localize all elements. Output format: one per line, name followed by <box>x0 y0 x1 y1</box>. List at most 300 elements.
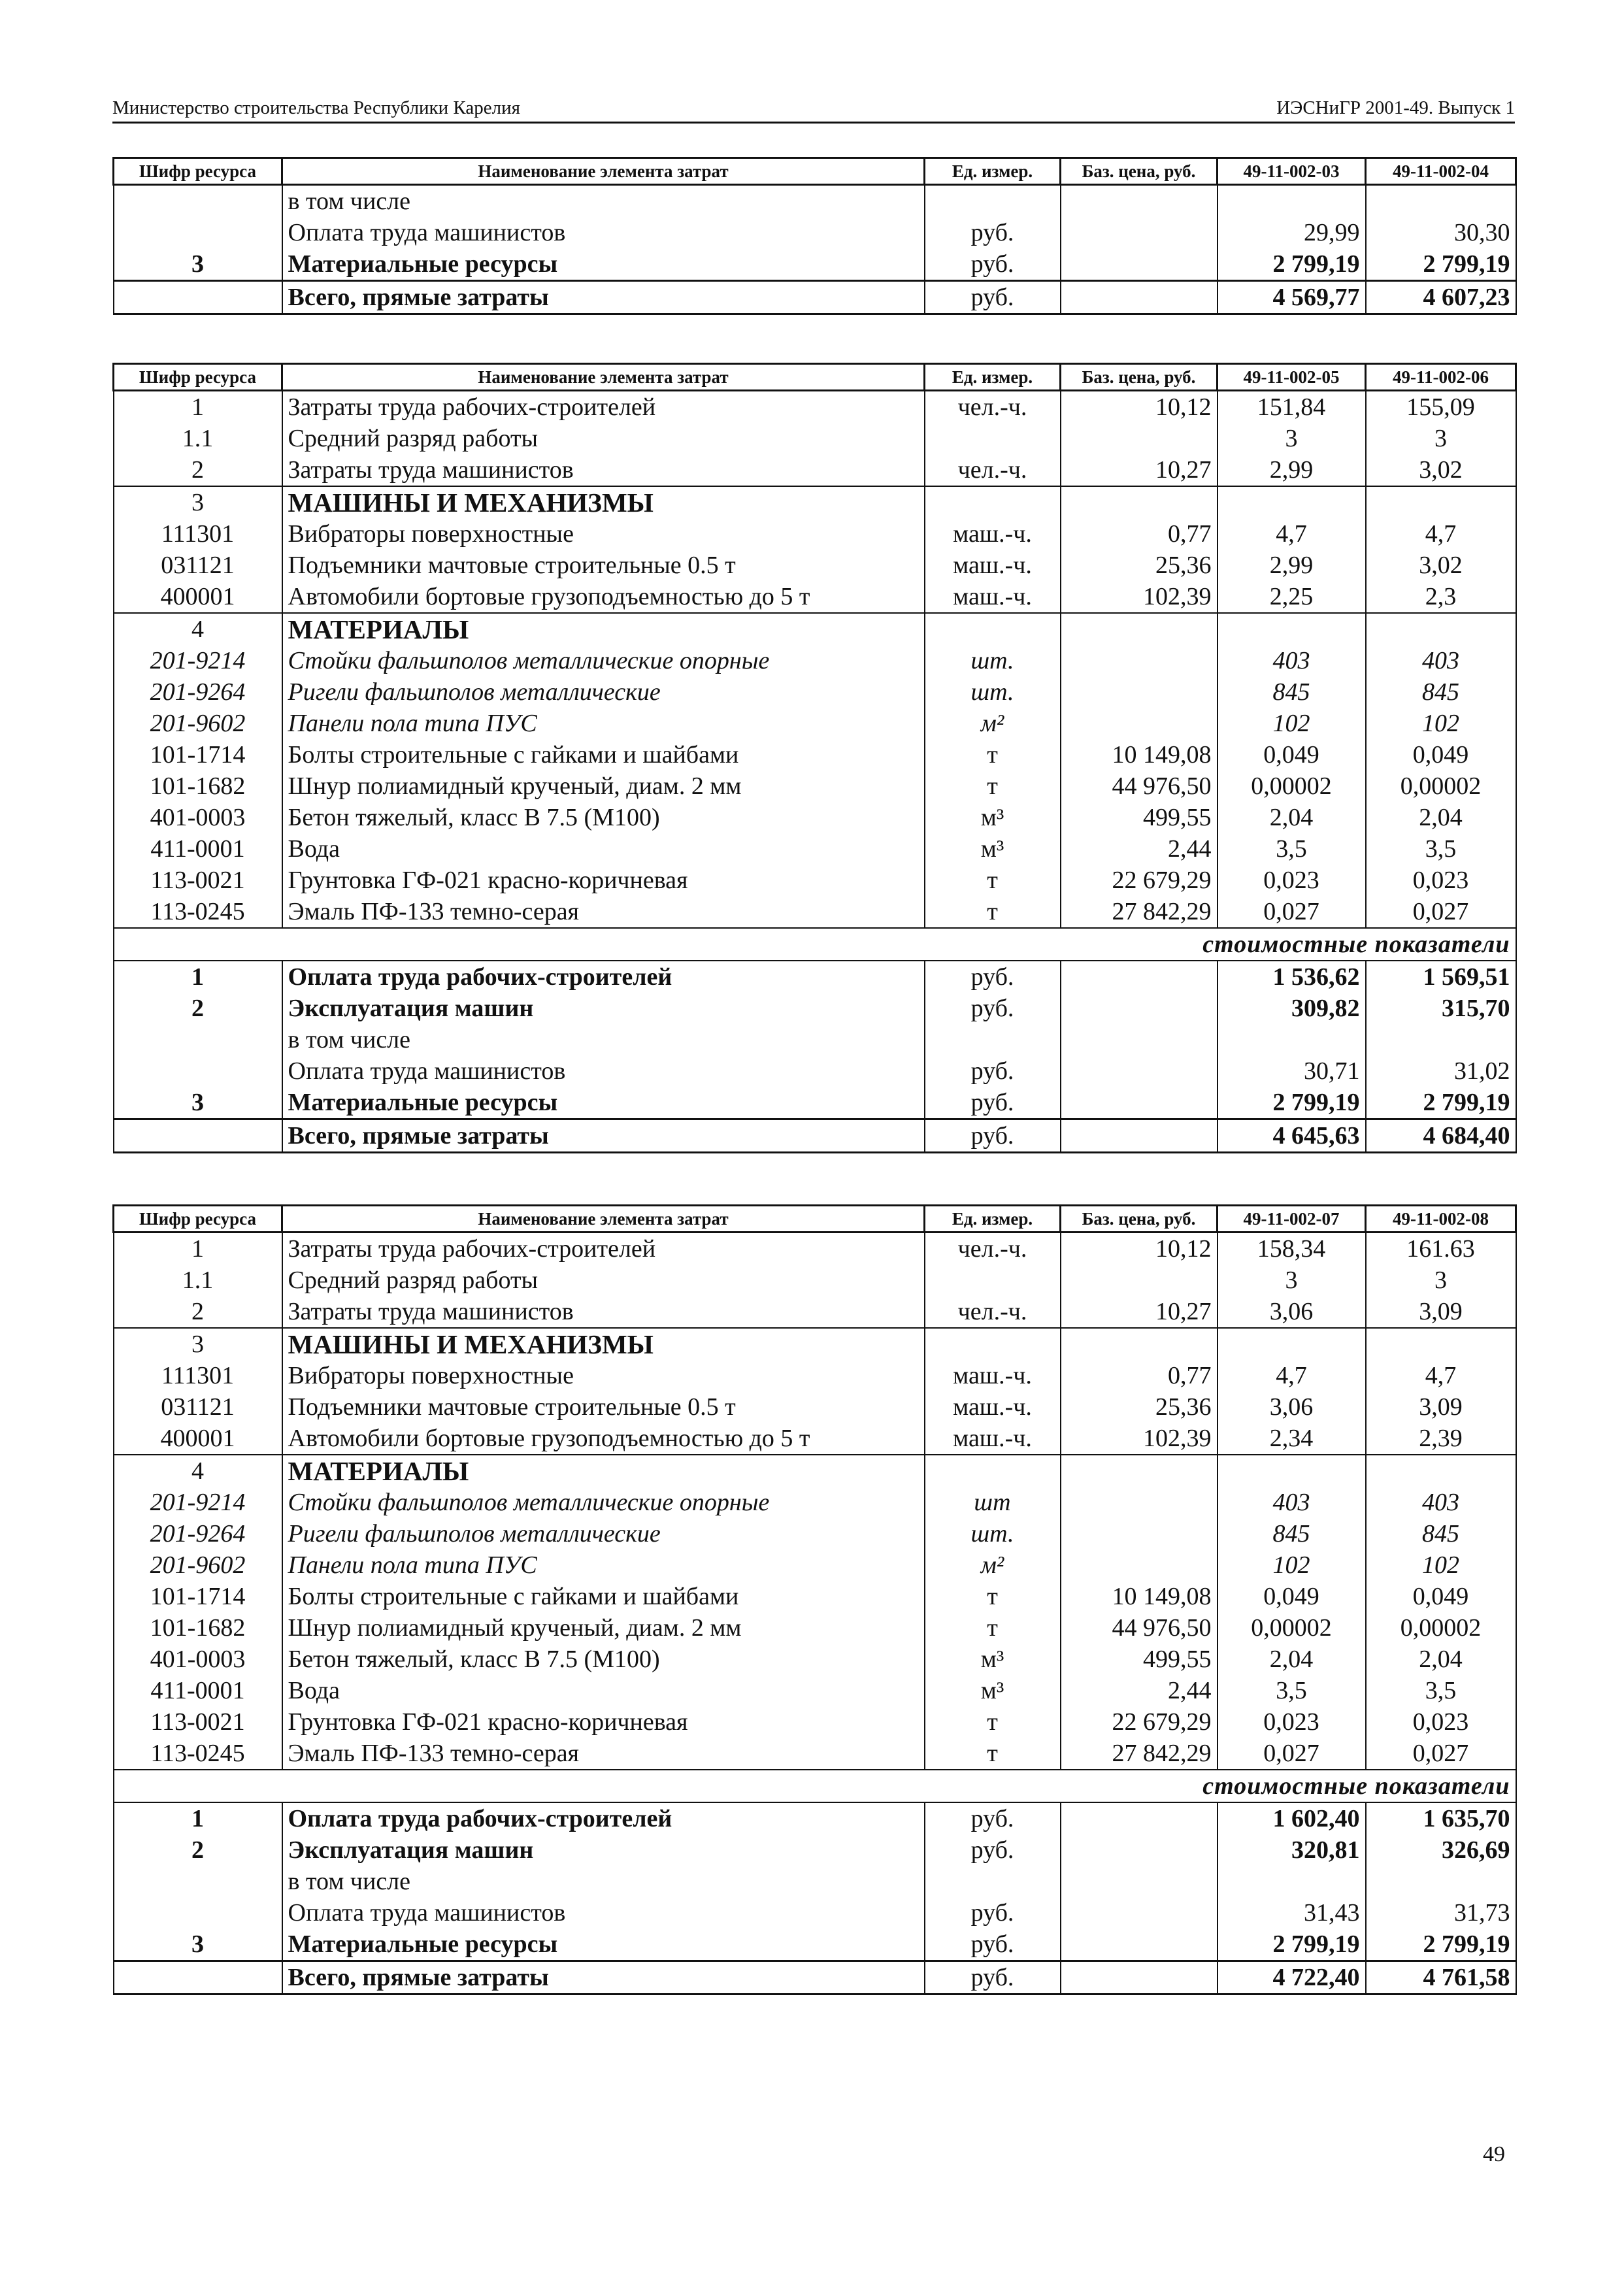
row-code: 111301 <box>114 518 282 550</box>
row-value-a: 102 <box>1218 1549 1366 1581</box>
row-name: Подъемники мачтовые строительные 0.5 т <box>282 1391 925 1423</box>
row-value-a: 2,04 <box>1218 802 1366 833</box>
row-unit: шт. <box>925 676 1061 708</box>
row-name: Болты строительные с гайками и шайбами <box>282 1581 925 1612</box>
row-name: Вибраторы поверхностные <box>282 518 925 550</box>
table-row <box>114 1423 1516 1455</box>
table-row-total <box>114 1961 1516 1994</box>
table-header-row <box>114 364 1516 391</box>
row-unit: руб. <box>925 1802 1061 1834</box>
row-value-a: 2,99 <box>1218 454 1366 486</box>
row-code: 1 <box>114 1802 282 1834</box>
row-code: 3 <box>114 486 282 518</box>
row-value-a: 30,71 <box>1218 1055 1366 1087</box>
table-row <box>114 1233 1516 1265</box>
table-row <box>114 1897 1516 1928</box>
row-unit: шт <box>925 1487 1061 1518</box>
row-value-b: 3,02 <box>1366 550 1516 581</box>
row-value-a: 2 799,19 <box>1218 248 1366 281</box>
row-price: 10,27 <box>1061 1296 1218 1328</box>
row-value-b: 326,69 <box>1366 1834 1516 1866</box>
row-value-a: 2,04 <box>1218 1644 1366 1675</box>
row-code: 400001 <box>114 581 282 613</box>
row-name: Материальные ресурсы <box>282 1087 925 1119</box>
row-unit: чел.-ч. <box>925 1296 1061 1328</box>
row-unit: руб. <box>925 993 1061 1024</box>
row-value-a: 3,5 <box>1218 1675 1366 1706</box>
table-row-total <box>114 1119 1516 1153</box>
row-unit: маш.-ч. <box>925 518 1061 550</box>
row-value-b: 0,023 <box>1366 865 1516 896</box>
col-header-name: Наименование элемента затрат <box>282 158 925 185</box>
table-row <box>114 802 1516 833</box>
row-code: 3 <box>114 1087 282 1119</box>
row-unit: маш.-ч. <box>925 550 1061 581</box>
row-unit: маш.-ч. <box>925 1391 1061 1423</box>
row-price: 10 149,08 <box>1061 739 1218 770</box>
table-row <box>114 770 1516 802</box>
row-value-b: 31,02 <box>1366 1055 1516 1087</box>
row-price: 102,39 <box>1061 581 1218 613</box>
indicators-row <box>114 928 1516 961</box>
table-row <box>114 676 1516 708</box>
row-value-a: 4,7 <box>1218 1360 1366 1391</box>
section-row <box>114 486 1516 518</box>
row-price: 102,39 <box>1061 1423 1218 1455</box>
row-price: 0,77 <box>1061 518 1218 550</box>
row-value-a: 3 <box>1218 423 1366 454</box>
row-value-a: 403 <box>1218 1487 1366 1518</box>
row-name: Всего, прямые затраты <box>282 281 925 314</box>
row-value-a: 2 799,19 <box>1218 1928 1366 1961</box>
row-unit: чел.-ч. <box>925 391 1061 423</box>
row-value-a: 29,99 <box>1218 217 1366 248</box>
table-row <box>114 1928 1516 1961</box>
row-unit: т <box>925 739 1061 770</box>
row-value-b: 2 799,19 <box>1366 1928 1516 1961</box>
row-name: Затраты труда машинистов <box>282 1296 925 1328</box>
col-header-code: Шифр ресурса <box>114 158 282 185</box>
table-row <box>114 993 1516 1024</box>
estimate-table-05-06 <box>112 363 1517 1153</box>
row-value-b: 0,027 <box>1366 896 1516 928</box>
row-price: 2,44 <box>1061 1675 1218 1706</box>
row-name: Оплата труда машинистов <box>282 1055 925 1087</box>
row-value-b: 3,02 <box>1366 454 1516 486</box>
row-value-b: 2,04 <box>1366 1644 1516 1675</box>
row-price: 10,27 <box>1061 454 1218 486</box>
row-value-b: 403 <box>1366 1487 1516 1518</box>
row-unit: т <box>925 865 1061 896</box>
row-name: Бетон тяжелый, класс В 7.5 (М100) <box>282 1644 925 1675</box>
row-code: 201-9264 <box>114 1518 282 1549</box>
table-row <box>114 1612 1516 1644</box>
row-unit: м³ <box>925 833 1061 865</box>
row-unit: т <box>925 1612 1061 1644</box>
row-price: 10 149,08 <box>1061 1581 1218 1612</box>
row-unit: т <box>925 1706 1061 1738</box>
table-row <box>114 1487 1516 1518</box>
row-code: 2 <box>114 993 282 1024</box>
table-row <box>114 961 1516 993</box>
row-code: 113-0021 <box>114 865 282 896</box>
table-row <box>114 1360 1516 1391</box>
row-value-a: 0,027 <box>1218 896 1366 928</box>
row-code: 411-0001 <box>114 1675 282 1706</box>
row-price: 10,12 <box>1061 1233 1218 1265</box>
row-code: 1.1 <box>114 423 282 454</box>
row-code: 1 <box>114 1233 282 1265</box>
section-title: МАШИНЫ И МЕХАНИЗМЫ <box>282 486 925 518</box>
row-price: 44 976,50 <box>1061 770 1218 802</box>
row-unit: м³ <box>925 802 1061 833</box>
row-value-b: 4 684,40 <box>1366 1119 1516 1153</box>
row-value-b: 155,09 <box>1366 391 1516 423</box>
row-value-a: 403 <box>1218 645 1366 676</box>
table-row <box>114 1518 1516 1549</box>
row-value-b: 3 <box>1366 1265 1516 1296</box>
row-unit: чел.-ч. <box>925 1233 1061 1265</box>
row-unit: маш.-ч. <box>925 581 1061 613</box>
col-header-b: 49-11-002-08 <box>1366 1206 1516 1233</box>
col-header-price: Баз. цена, руб. <box>1061 364 1218 391</box>
table-row <box>114 248 1516 281</box>
row-name: Оплата труда машинистов <box>282 1897 925 1928</box>
cost-indicators-label: стоимостные показатели <box>114 1770 1516 1802</box>
row-name: Затраты труда машинистов <box>282 454 925 486</box>
row-name: Затраты труда рабочих-строителей <box>282 391 925 423</box>
table-header-row <box>114 158 1516 185</box>
col-header-code: Шифр ресурса <box>114 1206 282 1233</box>
row-value-b: 2,04 <box>1366 802 1516 833</box>
row-code: 201-9214 <box>114 645 282 676</box>
row-unit: т <box>925 896 1061 928</box>
table-row <box>114 1706 1516 1738</box>
section-row <box>114 1455 1516 1487</box>
row-code: 201-9264 <box>114 676 282 708</box>
col-header-a: 49-11-002-07 <box>1218 1206 1366 1233</box>
row-name: Вибраторы поверхностные <box>282 1360 925 1391</box>
row-value-b: 0,049 <box>1366 739 1516 770</box>
ministry-name: Министерство строительства Республики Карелия <box>112 97 520 118</box>
col-header-name: Наименование элемента затрат <box>282 1206 925 1233</box>
row-price: 22 679,29 <box>1061 1706 1218 1738</box>
row-price: 25,36 <box>1061 1391 1218 1423</box>
row-value-b: 3,5 <box>1366 833 1516 865</box>
row-name: Оплата труда рабочих-строителей <box>282 961 925 993</box>
row-code: 4 <box>114 613 282 645</box>
row-name: Шнур полиамидный крученый, диам. 2 мм <box>282 1612 925 1644</box>
row-code: 1.1 <box>114 1265 282 1296</box>
row-value-a: 4 645,63 <box>1218 1119 1366 1153</box>
table-row <box>114 1644 1516 1675</box>
row-price: 499,55 <box>1061 802 1218 833</box>
row-value-b: 30,30 <box>1366 217 1516 248</box>
row-value-a: 0,00002 <box>1218 770 1366 802</box>
row-unit: маш.-ч. <box>925 1360 1061 1391</box>
row-value-a: 0,027 <box>1218 1738 1366 1770</box>
row-value-b: 3,09 <box>1366 1296 1516 1328</box>
row-code: 1 <box>114 391 282 423</box>
row-name: Грунтовка ГФ-021 красно-коричневая <box>282 1706 925 1738</box>
row-value-a: 0,049 <box>1218 1581 1366 1612</box>
row-name: Ригели фальшполов металлические <box>282 1518 925 1549</box>
row-value-b: 4 761,58 <box>1366 1961 1516 1994</box>
row-name: Всего, прямые затраты <box>282 1119 925 1153</box>
row-value-a: 3,5 <box>1218 833 1366 865</box>
row-value-b: 0,023 <box>1366 1706 1516 1738</box>
col-header-code: Шифр ресурса <box>114 364 282 391</box>
row-code: 411-0001 <box>114 833 282 865</box>
table-row <box>114 865 1516 896</box>
row-value-b: 161.63 <box>1366 1233 1516 1265</box>
row-unit: чел.-ч. <box>925 454 1061 486</box>
table-row <box>114 1087 1516 1119</box>
row-value-b: 315,70 <box>1366 993 1516 1024</box>
table-row <box>114 1581 1516 1612</box>
row-name: Материальные ресурсы <box>282 1928 925 1961</box>
row-value-b: 4 607,23 <box>1366 281 1516 314</box>
row-value-b: 403 <box>1366 645 1516 676</box>
row-name: Эмаль ПФ-133 темно-серая <box>282 896 925 928</box>
table-row <box>114 1738 1516 1770</box>
row-unit: руб. <box>925 1119 1061 1153</box>
row-unit: т <box>925 1738 1061 1770</box>
row-value-b: 2,3 <box>1366 581 1516 613</box>
page-header <box>112 91 1515 124</box>
row-unit: т <box>925 1581 1061 1612</box>
row-code: 201-9602 <box>114 1549 282 1581</box>
row-unit: м² <box>925 708 1061 739</box>
row-name: Затраты труда рабочих-строителей <box>282 1233 925 1265</box>
row-price: 499,55 <box>1061 1644 1218 1675</box>
row-code: 101-1682 <box>114 1612 282 1644</box>
row-price: 10,12 <box>1061 391 1218 423</box>
table-row-total <box>114 281 1516 314</box>
row-value-b: 2,39 <box>1366 1423 1516 1455</box>
row-price: 44 976,50 <box>1061 1612 1218 1644</box>
table-row <box>114 1549 1516 1581</box>
col-header-price: Баз. цена, руб. <box>1061 1206 1218 1233</box>
col-header-a: 49-11-002-03 <box>1218 158 1366 185</box>
row-value-a: 2,34 <box>1218 1423 1366 1455</box>
row-code: 113-0245 <box>114 1738 282 1770</box>
row-price: 25,36 <box>1061 550 1218 581</box>
row-code: 400001 <box>114 1423 282 1455</box>
row-price: 27 842,29 <box>1061 1738 1218 1770</box>
row-value-a: 845 <box>1218 1518 1366 1549</box>
row-unit: шт. <box>925 645 1061 676</box>
row-name: Эксплуатация машин <box>282 993 925 1024</box>
row-unit: руб. <box>925 248 1061 281</box>
row-code: 113-0245 <box>114 896 282 928</box>
row-price: 22 679,29 <box>1061 865 1218 896</box>
table-row <box>114 391 1516 423</box>
row-value-b: 102 <box>1366 1549 1516 1581</box>
row-name: Панели пола типа ПУС <box>282 708 925 739</box>
row-name: Болты строительные с гайками и шайбами <box>282 739 925 770</box>
col-header-unit: Ед. измер. <box>925 158 1061 185</box>
row-value-a: 1 602,40 <box>1218 1802 1366 1834</box>
row-value-a: 4 722,40 <box>1218 1961 1366 1994</box>
row-value-b: 1 635,70 <box>1366 1802 1516 1834</box>
row-code: 2 <box>114 1296 282 1328</box>
row-unit: руб. <box>925 1834 1061 1866</box>
table-header-row <box>114 1206 1516 1233</box>
row-name: Эксплуатация машин <box>282 1834 925 1866</box>
row-name: Эмаль ПФ-133 темно-серая <box>282 1738 925 1770</box>
row-value-a: 0,023 <box>1218 865 1366 896</box>
col-header-name: Наименование элемента затрат <box>282 364 925 391</box>
row-value-a: 31,43 <box>1218 1897 1366 1928</box>
row-value-a: 158,34 <box>1218 1233 1366 1265</box>
row-value-a: 151,84 <box>1218 391 1366 423</box>
row-code: 101-1714 <box>114 739 282 770</box>
row-unit: руб. <box>925 961 1061 993</box>
row-unit: руб. <box>925 281 1061 314</box>
row-unit: руб. <box>925 1087 1061 1119</box>
row-value-b: 3,09 <box>1366 1391 1516 1423</box>
row-value-a: 2,99 <box>1218 550 1366 581</box>
table-row <box>114 1024 1516 1055</box>
row-name: Вода <box>282 1675 925 1706</box>
row-price: 27 842,29 <box>1061 896 1218 928</box>
table-row <box>114 550 1516 581</box>
row-code: 113-0021 <box>114 1706 282 1738</box>
row-name: Бетон тяжелый, класс В 7.5 (М100) <box>282 802 925 833</box>
section-row <box>114 1328 1516 1360</box>
row-name: Средний разряд работы <box>282 1265 925 1296</box>
col-header-b: 49-11-002-06 <box>1366 364 1516 391</box>
table-row <box>114 739 1516 770</box>
row-unit: т <box>925 770 1061 802</box>
row-value-b: 2 799,19 <box>1366 248 1516 281</box>
table-row <box>114 1834 1516 1866</box>
table-row <box>114 518 1516 550</box>
row-value-a: 3,06 <box>1218 1391 1366 1423</box>
row-code: 101-1714 <box>114 1581 282 1612</box>
row-value-a: 0,049 <box>1218 739 1366 770</box>
row-value-a: 0,00002 <box>1218 1612 1366 1644</box>
table-row <box>114 1055 1516 1087</box>
row-unit: руб. <box>925 217 1061 248</box>
row-code: 4 <box>114 1455 282 1487</box>
row-code: 3 <box>114 1928 282 1961</box>
table-row <box>114 423 1516 454</box>
row-code: 201-9602 <box>114 708 282 739</box>
row-value-b: 102 <box>1366 708 1516 739</box>
table-row <box>114 185 1516 218</box>
row-code: 3 <box>114 248 282 281</box>
row-unit: руб. <box>925 1928 1061 1961</box>
col-header-a: 49-11-002-05 <box>1218 364 1366 391</box>
row-code: 2 <box>114 454 282 486</box>
table-row <box>114 581 1516 613</box>
row-value-a: 309,82 <box>1218 993 1366 1024</box>
row-unit: маш.-ч. <box>925 1423 1061 1455</box>
row-name: Стойки фальшполов металлические опорные <box>282 645 925 676</box>
table-row <box>114 1391 1516 1423</box>
col-header-price: Баз. цена, руб. <box>1061 158 1218 185</box>
row-value-b: 2 799,19 <box>1366 1087 1516 1119</box>
row-price: 2,44 <box>1061 833 1218 865</box>
row-code: 401-0003 <box>114 1644 282 1675</box>
row-unit: м² <box>925 1549 1061 1581</box>
table-row <box>114 1675 1516 1706</box>
table-row <box>114 708 1516 739</box>
row-value-b: 3 <box>1366 423 1516 454</box>
row-unit: м³ <box>925 1675 1061 1706</box>
row-price: 0,77 <box>1061 1360 1218 1391</box>
section-title: МАШИНЫ И МЕХАНИЗМЫ <box>282 1328 925 1360</box>
row-value-a: 1 536,62 <box>1218 961 1366 993</box>
row-name: Материальные ресурсы <box>282 248 925 281</box>
table-row <box>114 1296 1516 1328</box>
table-row <box>114 1866 1516 1897</box>
row-value-a: 845 <box>1218 676 1366 708</box>
table-row <box>114 1265 1516 1296</box>
row-name: Всего, прямые затраты <box>282 1961 925 1994</box>
row-value-a: 0,023 <box>1218 1706 1366 1738</box>
row-code: 2 <box>114 1834 282 1866</box>
col-header-b: 49-11-002-04 <box>1366 158 1516 185</box>
row-unit: руб. <box>925 1055 1061 1087</box>
row-name: в том числе <box>282 1024 925 1055</box>
row-unit: шт. <box>925 1518 1061 1549</box>
row-value-a: 4,7 <box>1218 518 1366 550</box>
row-value-b: 0,00002 <box>1366 1612 1516 1644</box>
row-value-b: 3,5 <box>1366 1675 1516 1706</box>
row-name: Оплата труда машинистов <box>282 217 925 248</box>
table-row <box>114 217 1516 248</box>
row-value-b: 0,027 <box>1366 1738 1516 1770</box>
row-name: Ригели фальшполов металлические <box>282 676 925 708</box>
indicators-row <box>114 1770 1516 1802</box>
row-value-b: 1 569,51 <box>1366 961 1516 993</box>
row-unit: руб. <box>925 1897 1061 1928</box>
row-value-b: 4,7 <box>1366 518 1516 550</box>
row-name: Шнур полиамидный крученый, диам. 2 мм <box>282 770 925 802</box>
row-value-a: 102 <box>1218 708 1366 739</box>
table-row <box>114 454 1516 486</box>
row-name: Подъемники мачтовые строительные 0.5 т <box>282 550 925 581</box>
cost-indicators-label: стоимостные показатели <box>114 928 1516 961</box>
section-title: МАТЕРИАЛЫ <box>282 1455 925 1487</box>
row-code: 111301 <box>114 1360 282 1391</box>
table-row <box>114 896 1516 928</box>
row-value-a: 2 799,19 <box>1218 1087 1366 1119</box>
row-name: в том числе <box>282 185 925 218</box>
row-code: 031121 <box>114 550 282 581</box>
row-name: Стойки фальшполов металлические опорные <box>282 1487 925 1518</box>
row-code: 3 <box>114 1328 282 1360</box>
document-code: ИЭСНиГР 2001-49. Выпуск 1 <box>1276 97 1515 118</box>
table-row <box>114 833 1516 865</box>
row-unit: м³ <box>925 1644 1061 1675</box>
row-value-b: 0,049 <box>1366 1581 1516 1612</box>
row-unit: руб. <box>925 1961 1061 1994</box>
page-number: 49 <box>1483 2142 1505 2166</box>
row-value-b: 845 <box>1366 1518 1516 1549</box>
estimate-table-03-04 <box>112 157 1517 315</box>
row-name: Оплата труда рабочих-строителей <box>282 1802 925 1834</box>
row-name: Грунтовка ГФ-021 красно-коричневая <box>282 865 925 896</box>
row-code: 1 <box>114 961 282 993</box>
row-name: Автомобили бортовые грузоподъемностью до 5 т <box>282 1423 925 1455</box>
col-header-unit: Ед. измер. <box>925 364 1061 391</box>
row-name: Вода <box>282 833 925 865</box>
row-code: 201-9214 <box>114 1487 282 1518</box>
